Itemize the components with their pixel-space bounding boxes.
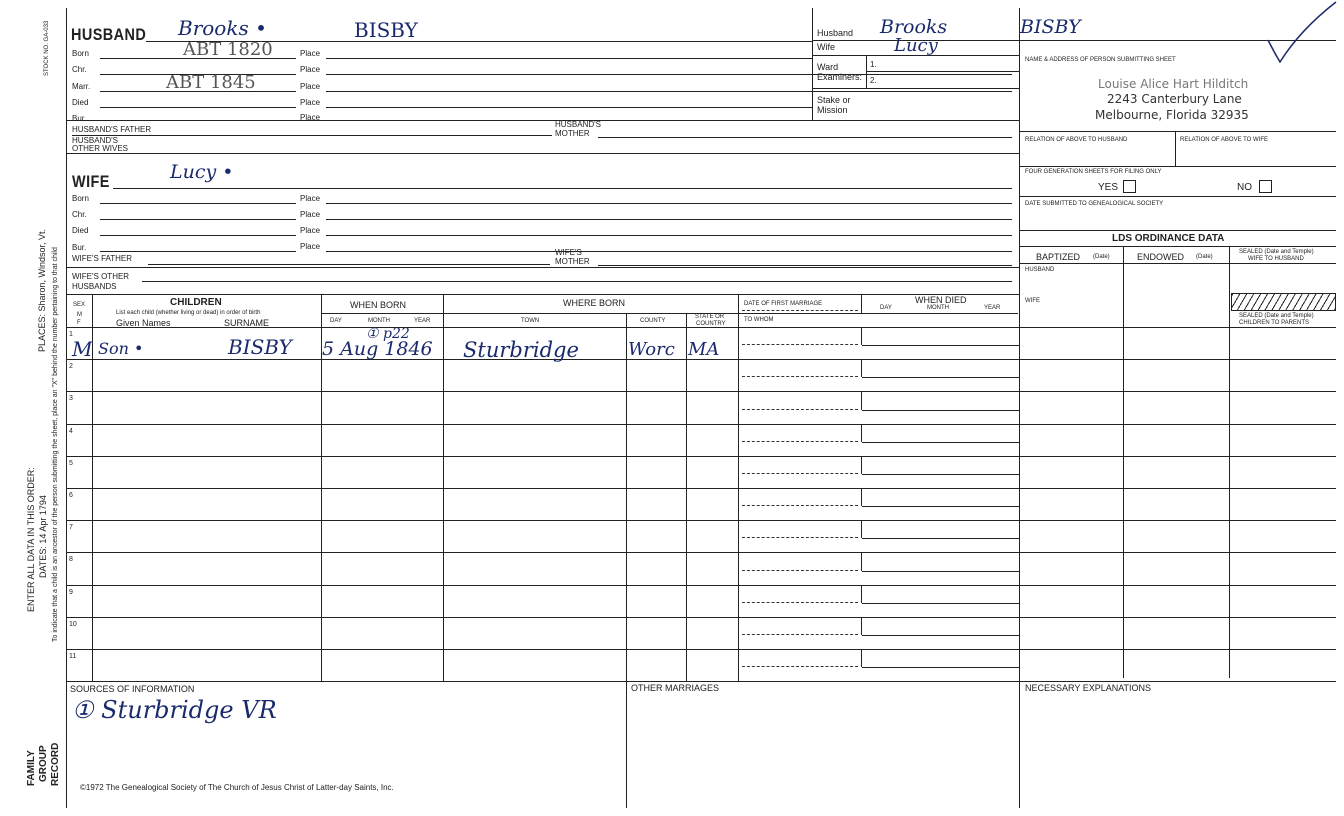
four-generation-label: FOUR GENERATION SHEETS FOR FILING ONLY [1025,169,1162,175]
wife-mother-label-2: MOTHER [555,257,590,266]
baptized-label: BAPTIZED [1036,252,1081,262]
record-label: RECORD [50,742,61,786]
husband-born-value[interactable]: ABT 1820 [183,39,273,60]
four-gen-yes-checkbox[interactable] [1123,180,1136,193]
dates-order: DATES: 14 Apr 1794 [38,495,48,578]
husband-died-label: Died [72,98,89,107]
copyright: ©1972 The Genealogical Society of The Church of Jesus Christ of Latter-day Saints, Inc. [80,783,394,792]
given-names-label: Given Names [116,318,171,328]
lds-wife-label: WIFE [1025,298,1040,304]
husband-born-place-label: Place [300,49,321,58]
lds-row-rule [1019,520,1336,521]
born-year-label: YEAR [414,318,431,324]
header-wife-label: Wife [817,42,835,52]
child-number: 4 [69,427,73,435]
child-birth-date[interactable]: 5 Aug 1846 [322,338,433,360]
first-marriage-dash [742,570,858,571]
child-number: 6 [69,492,73,499]
baptized-date-label: (Date) [1093,254,1110,260]
sources-value[interactable]: ① Sturbridge VR [72,696,277,724]
lds-row-rule [1019,424,1336,425]
ward-label: Ward [817,62,839,72]
died-month-label: MONTH [927,305,949,311]
stake-label: Stake or [817,95,851,105]
first-marriage-dash [742,505,858,506]
examiner-2[interactable]: 2. [870,76,877,85]
submitter-street: 2243 Canterbury Lane [1107,92,1242,106]
mission-label: Mission [817,105,848,115]
hatched-cell [1231,293,1336,311]
lds-row-rule [1019,552,1336,553]
child-birth-county[interactable]: Worc [628,339,675,360]
lds-row-rule [1019,391,1336,392]
first-marriage-dash [742,666,858,667]
first-marriage-dash [742,441,858,442]
wife-born-label: Born [72,194,89,203]
husband-marr-label: Marr. [72,82,91,91]
enter-order-label: ENTER ALL DATA IN THIS ORDER: [26,467,36,612]
explanations-label: NECESSARY EXPLANATIONS [1025,683,1152,693]
sources-label: SOURCES OF INFORMATION [70,684,195,694]
child-row [66,649,1019,681]
child-birth-state[interactable]: MA [688,339,720,360]
wife-other-husbands-label: WIFE'S OTHER [72,272,130,281]
children-label: CHILDREN [170,297,222,308]
husband-other-wives-label: HUSBAND'S [72,136,118,145]
header-husband-label: Husband [817,28,854,38]
child-row [66,585,1019,617]
wife-heading: WIFE [72,172,110,191]
child-given-name[interactable]: Son • [98,339,144,358]
wife-mother-label: WIFE'S [555,248,582,257]
died-year-label: YEAR [984,305,1001,311]
husband-chr-place-label: Place [300,65,321,74]
child-number: 10 [69,620,77,628]
wife-born-place-label: Place [300,194,321,203]
header-husband-surname[interactable]: BISBY [1020,16,1081,38]
state-label: STATE OR [695,314,725,320]
wife-other-husbands-label-2: HUSBANDS [72,282,117,291]
lds-title: LDS ORDINANCE DATA [1112,233,1225,244]
stock-number: STOCK NO. GA-033 [44,20,50,76]
child-number: 1 [69,331,73,338]
sealed-wife-label-2: WIFE TO HUSBAND [1248,256,1304,262]
lds-husband-label: HUSBAND [1025,267,1055,273]
husband-born-label: Born [72,49,89,58]
sex-f-label: F [77,320,81,326]
four-gen-no-label: NO [1237,182,1252,193]
child-row [66,617,1019,649]
sex-m-label: M [77,312,82,318]
when-born-label: WHEN BORN [350,300,406,310]
wife-chr-place-label: Place [300,210,321,219]
child-birth-town[interactable]: Sturbridge [463,338,579,362]
lds-row-rule [1019,617,1336,618]
first-marriage-dash [742,344,858,345]
wife-father-label: WIFE'S FATHER [72,254,133,263]
wife-bur-place-label: Place [300,242,321,251]
ancestor-instruction: To indicate that a child is an ancestor of the person submitting the sheet, place an "X" behind the number pertaining to that child [52,247,59,642]
lds-row-rule [1019,649,1336,650]
child-row [66,424,1019,456]
endowed-date-label: (Date) [1196,254,1213,260]
child-row [66,326,1019,362]
date-submitted-label: DATE SUBMITTED TO GENEALOGICAL SOCIETY [1025,201,1164,207]
relation-to-wife-label: RELATION OF ABOVE TO WIFE [1180,137,1269,143]
to-whom-label: TO WHOM [744,317,774,323]
child-number: 5 [69,459,73,467]
check-mark-icon [1260,0,1340,70]
examiners-label: Examiners: [817,72,863,82]
first-marriage-dash [742,473,858,474]
where-born-label: WHERE BORN [563,298,626,308]
child-number: 8 [69,556,73,564]
child-number: 9 [69,588,73,596]
husband-mother-label: HUSBAND'S [555,120,601,129]
other-marriages-label: OTHER MARRIAGES [631,683,720,693]
endowed-label: ENDOWED [1137,252,1184,262]
first-marriage-dash [742,537,858,538]
group-label: GROUP [38,745,49,782]
lds-row-rule [1019,585,1336,586]
wife-died-label: Died [72,226,89,235]
wife-died-place-label: Place [300,226,321,235]
born-month-label: MONTH [368,318,390,324]
child-row [66,391,1019,423]
relation-to-husband-label: RELATION OF ABOVE TO HUSBAND [1025,137,1128,143]
husband-surname[interactable]: BISBY [354,18,418,42]
lds-row-rule [1019,359,1336,360]
husband-mother-label-2: MOTHER [555,129,590,138]
state-label-2: COUNTRY [696,321,726,327]
submitter-name: Louise Alice Hart Hilditch [1098,77,1249,91]
places-order: PLACES: Sharon, Windsor, Vt. [37,228,47,352]
child-number: 2 [69,363,73,371]
husband-marr-value[interactable]: ABT 1845 [166,72,256,93]
submitter-label: NAME & ADDRESS OF PERSON SUBMITTING SHEET [1025,57,1176,63]
lds-row-rule [1019,488,1336,489]
first-marriage-dash [742,376,858,377]
child-row [66,456,1019,488]
first-marriage-dash [742,409,858,410]
wife-chr-label: Chr. [72,210,87,219]
first-marriage-label: DATE OF FIRST MARRIAGE [744,301,823,307]
child-row [66,488,1019,520]
husband-chr-label: Chr. [72,65,87,74]
child-number: 7 [69,524,73,532]
child-row [66,520,1019,552]
lds-row-rule [1019,456,1336,457]
header-wife-given[interactable]: Lucy [894,35,938,56]
husband-died-place-label: Place [300,98,321,107]
children-note: List each child (whether living or dead) in order of birth [116,310,261,316]
child-number: 11 [69,653,77,660]
child-number: 3 [69,395,73,403]
wife-given-name[interactable]: Lucy • [170,161,234,183]
husband-bur-place-label: Place [300,113,321,122]
died-day-label: DAY [880,305,892,311]
header-husband-given[interactable]: Brooks [880,16,948,38]
husband-father-label: HUSBAND'S FATHER [72,125,152,134]
child-sex[interactable]: M [72,337,93,361]
when-died-label: WHEN DIED [915,295,967,305]
sealed-children-label-2: CHILDREN TO PARENTS [1239,320,1310,326]
family-label: FAMILY [26,750,37,786]
sex-label: SEX [73,302,86,308]
husband-heading: HUSBAND [71,25,147,44]
husband-other-wives-label-2: OTHER WIVES [72,144,129,153]
first-marriage-dash [742,602,858,603]
born-day-label: DAY [330,318,342,324]
sealed-children-label: SEALED (Date and Temple) [1239,313,1314,319]
first-marriage-dash [742,634,858,635]
surname-label: SURNAME [224,318,270,328]
child-row [66,359,1019,391]
husband-given-name[interactable]: Brooks • [178,16,267,40]
child-row [66,552,1019,584]
examiner-1[interactable]: 1. [870,60,877,69]
county-label: COUNTY [640,318,666,324]
wife-bur-label: Bur. [72,243,87,252]
child-surname[interactable]: BISBY [228,335,292,359]
sealed-wife-label: SEALED (Date and Temple) [1239,249,1314,255]
town-label: TOWN [521,318,540,324]
child-source-note[interactable]: ① p22 [366,326,410,342]
four-gen-yes-label: YES [1098,182,1119,193]
submitter-city: Melbourne, Florida 32935 [1095,108,1249,122]
four-gen-no-checkbox[interactable] [1259,180,1272,193]
husband-bur-label: Bur. [72,114,87,123]
husband-marr-place-label: Place [300,82,321,91]
